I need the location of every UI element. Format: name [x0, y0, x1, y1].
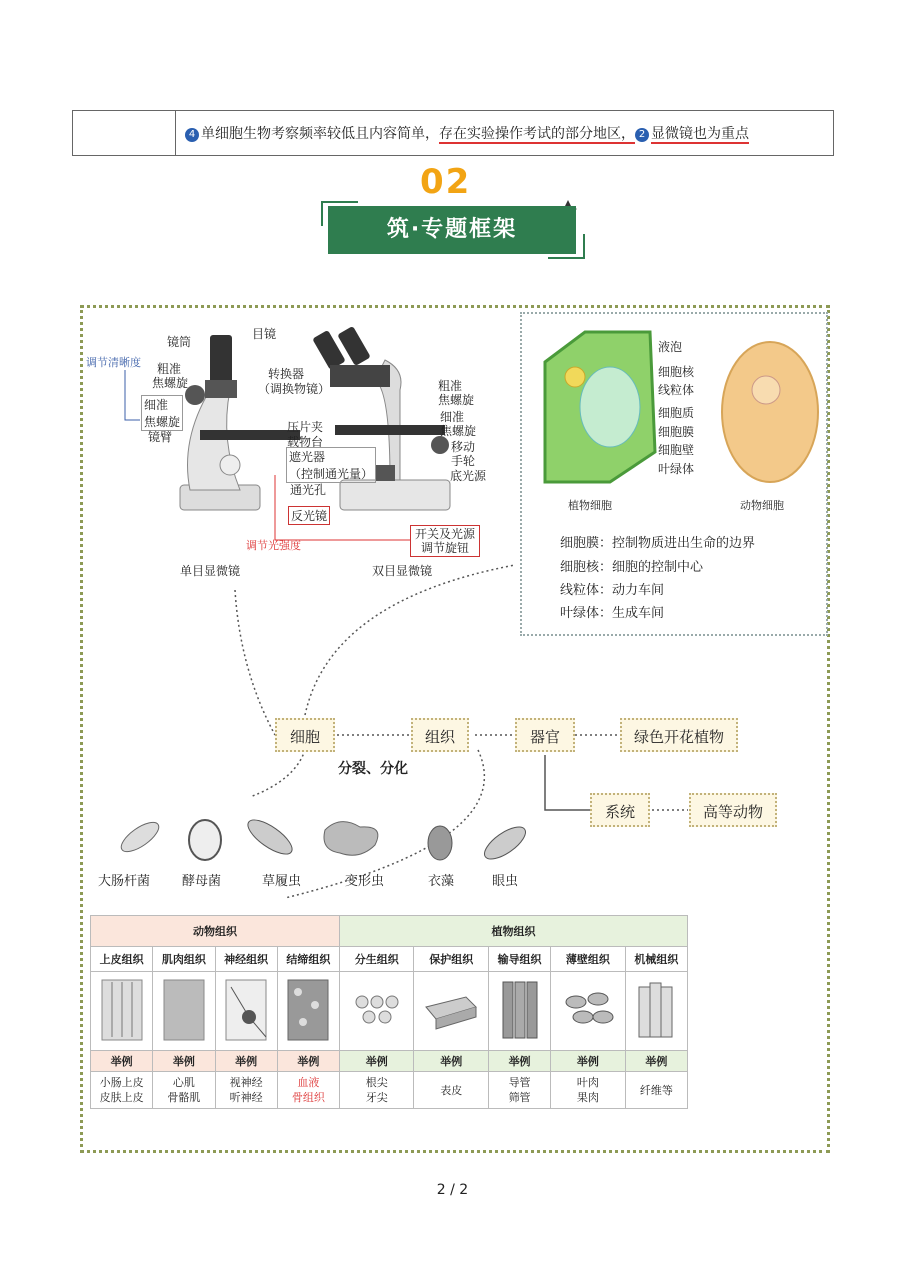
tissue-name: 神经组织: [215, 947, 277, 972]
label-jingbi: 镜臂: [148, 430, 173, 444]
section-number: 02: [420, 162, 472, 202]
flow-node-system: 系统: [590, 793, 650, 827]
tissue-image: [414, 972, 488, 1051]
cell-label-xibaohe: 细胞核: [658, 365, 695, 379]
flow-process-label: 分裂、分化: [338, 761, 408, 777]
plant-tissue-header: 植物组织: [340, 916, 688, 947]
label-zaiwutai: 载物台: [287, 435, 324, 449]
tissue-name: 保护组织: [414, 947, 488, 972]
example-value: 视神经 听神经: [215, 1072, 277, 1109]
tissue-image: [625, 972, 687, 1051]
summary-empty-cell: [73, 111, 176, 155]
label-diguangyuan: 底光源: [450, 469, 487, 483]
example-value: 心肌 骨骼肌: [153, 1072, 215, 1109]
note-clarity: 调节清晰度: [86, 356, 141, 369]
caption-animal-cell: 动物细胞: [740, 499, 784, 512]
caption-bino: 双目显微镜: [372, 564, 433, 578]
cell-label-yepao: 液泡: [658, 340, 683, 354]
summary-text: [185, 123, 749, 143]
badge-2: 2: [635, 128, 649, 142]
organism-euglena: 眼虫: [492, 874, 519, 889]
label-jingtong: 镜筒: [167, 335, 192, 349]
label-switch: 开关及光源 调节旋钮: [410, 525, 480, 557]
tissue-image: [551, 972, 625, 1051]
flow-node-organ: 器官: [515, 718, 575, 752]
tissue-image: [91, 972, 153, 1051]
label-tiaohuan: （调换物镜）: [258, 382, 331, 396]
example-value: 血液 骨组织: [277, 1072, 339, 1109]
tissue-name: 上皮组织: [91, 947, 153, 972]
page-number: 2 / 2: [436, 1182, 469, 1198]
flow-node-animal: 高等动物: [689, 793, 777, 827]
organism-ecoli: 大肠杆菌: [98, 874, 151, 889]
cell-label-xianliti: 线粒体: [658, 383, 695, 397]
label-zheguangqi-box: 遮光器 （控制通光量）: [286, 447, 376, 483]
organism-paramecium: 草履虫: [262, 874, 302, 889]
cell-label-yelvti: 叶绿体: [658, 462, 695, 476]
tissue-image: [215, 972, 277, 1051]
example-label: 举例: [277, 1051, 339, 1072]
tissue-image: [153, 972, 215, 1051]
label-tongguangkong: 通光孔: [290, 483, 327, 497]
summary-part1: 单细胞生物考察频率较低且内容简单，: [201, 126, 439, 142]
caption-plant-cell: 植物细胞: [568, 499, 612, 512]
example-value: 纤维等: [625, 1072, 687, 1109]
tissue-name: 薄壁组织: [551, 947, 625, 972]
tissue-name: 输导组织: [488, 947, 550, 972]
cell-label-xibaozhi: 细胞质: [658, 406, 695, 420]
example-label: 举例: [340, 1051, 414, 1072]
example-label: 举例: [625, 1051, 687, 1072]
example-label: 举例: [414, 1051, 488, 1072]
label-cuzhun: 粗准: [157, 362, 182, 376]
section-title: 筑·专题框架: [328, 206, 576, 254]
example-value: 叶肉 果肉: [551, 1072, 625, 1109]
tissue-table: [90, 915, 688, 1109]
tissue-name: 机械组织: [625, 947, 687, 972]
label-yidong-shoulun: 移动 手轮: [451, 440, 476, 468]
example-value: 表皮: [414, 1072, 488, 1109]
label-jiaoluoxuan: 焦螺旋: [152, 376, 189, 390]
summary-part2: 存在实验操作考试的部分地区，: [439, 126, 635, 142]
organism-illustrations: [100, 805, 540, 870]
example-label: 举例: [551, 1051, 625, 1072]
organism-yeast: 酵母菌: [182, 874, 222, 889]
label-zhuanhuanqi: 转换器: [268, 367, 305, 381]
function-nucleus: 细胞核：细胞的控制中心: [560, 560, 704, 575]
label-xizhun-box: 细准 焦螺旋: [141, 395, 183, 431]
tissue-image: [277, 972, 339, 1051]
example-value: 根尖 牙尖: [340, 1072, 414, 1109]
example-value: 小肠上皮 皮肤上皮: [91, 1072, 153, 1109]
annotation-lines: [120, 365, 420, 550]
example-label: 举例: [215, 1051, 277, 1072]
label-xizhun-right: 细准 焦螺旋: [440, 410, 477, 438]
example-label: 举例: [91, 1051, 153, 1072]
cell-label-xibaobi: 细胞壁: [658, 443, 695, 457]
caption-mono: 单目显微镜: [180, 564, 241, 578]
function-mitochondria: 线粒体：动力车间: [560, 583, 665, 598]
label-cuzhun-right: 粗准 焦螺旋: [438, 379, 475, 407]
badge-4: 4: [185, 128, 199, 142]
tissue-name: 肌肉组织: [153, 947, 215, 972]
organism-chlamydomonas: 衣藻: [428, 874, 455, 889]
tissue-image: [340, 972, 414, 1051]
function-chloroplast: 叶绿体：生成车间: [560, 606, 665, 621]
label-yapianjia: 压片夹: [287, 420, 324, 434]
function-membrane: 细胞膜：控制物质进出生命的边界: [560, 536, 756, 551]
flow-node-plant: 绿色开花植物: [620, 718, 738, 752]
label-mujing: 目镜: [252, 327, 277, 341]
tissue-name: 结缔组织: [277, 947, 339, 972]
flow-node-cell: 细胞: [275, 718, 335, 752]
example-label: 举例: [488, 1051, 550, 1072]
flow-node-tissue: 组织: [411, 718, 469, 752]
tissue-image: [488, 972, 550, 1051]
summary-box: [72, 110, 834, 156]
note-brightness: 调节光强度: [246, 539, 301, 552]
organism-amoeba: 变形虫: [345, 874, 385, 889]
summary-part3: 显微镜也为重点: [651, 126, 749, 142]
animal-tissue-header: 动物组织: [91, 916, 340, 947]
label-fanguangjing: 反光镜: [288, 506, 330, 525]
example-value: 导管 筛管: [488, 1072, 550, 1109]
tissue-name: 分生组织: [340, 947, 414, 972]
cell-label-xibaomo: 细胞膜: [658, 425, 695, 439]
example-label: 举例: [153, 1051, 215, 1072]
